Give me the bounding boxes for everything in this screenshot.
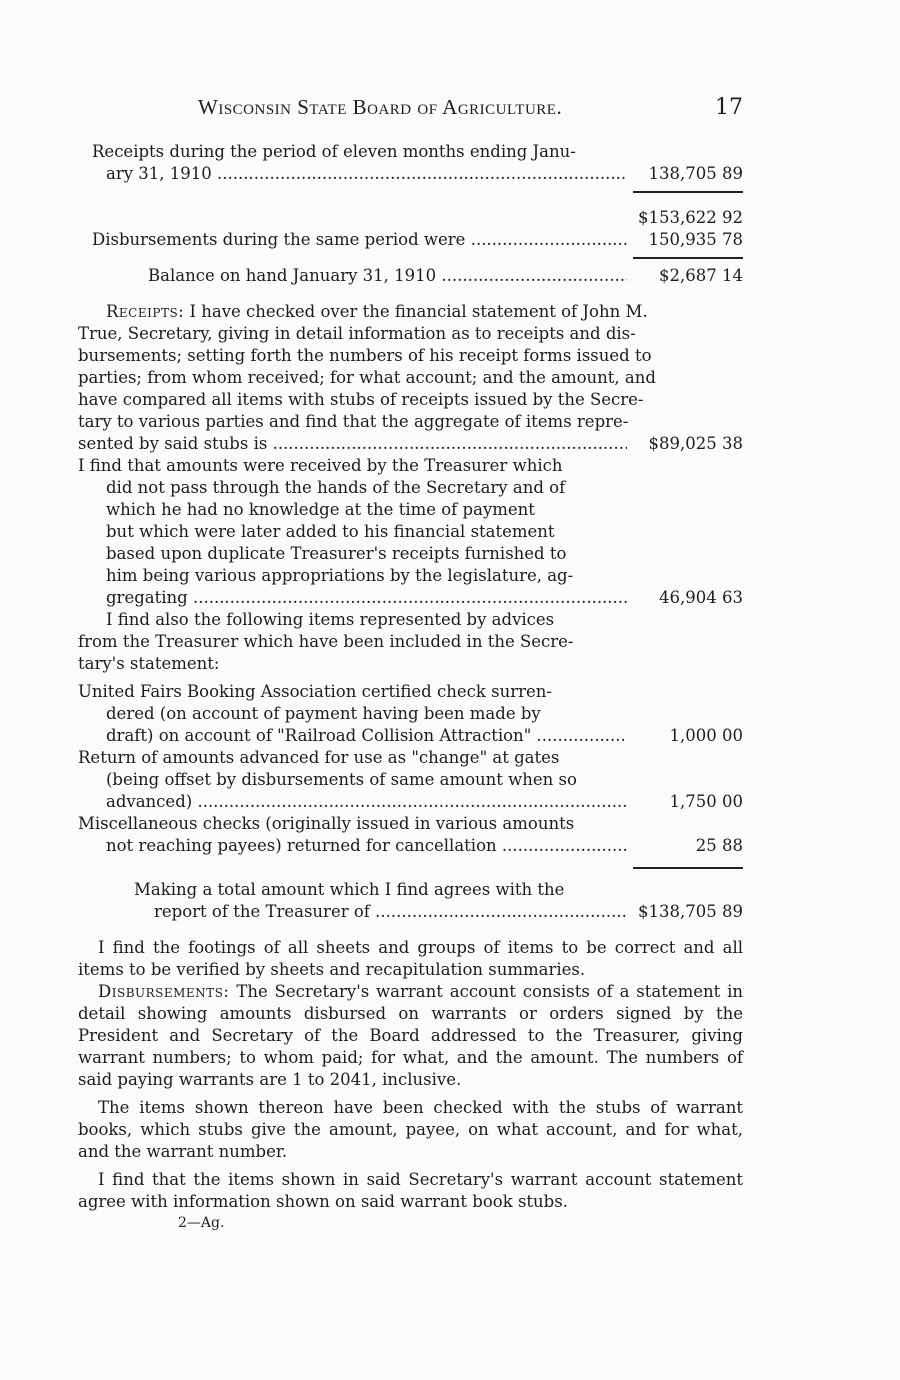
united-fairs-row: [78, 725, 743, 747]
disbursements-heading: Disbursements:: [98, 982, 230, 1001]
item5-line-1: (being offset by disbursements of same amount when so: [106, 770, 577, 789]
item3-line-2: tary's statement:: [78, 654, 220, 673]
item2-line-2: which he had no knowledge at the time of payment: [106, 500, 535, 519]
stubs-total-label: sented by said stubs is .....: [78, 433, 627, 455]
item4-line-1: dered (on account of payment having been made by: [106, 704, 541, 723]
signature-mark: 2—Ag.: [178, 1215, 225, 1231]
total-label: report of the Treasurer of .....: [154, 901, 627, 923]
receipts-para-line-0: I have checked over the financial statement of John M.: [189, 302, 648, 321]
misc-checks-label: not reaching payees) returned for cancellation .....: [106, 835, 627, 857]
receipts-para-line-2: bursements; setting forth the numbers of his receipt forms issued to: [78, 346, 652, 365]
disbursements-summary-row: [78, 229, 743, 251]
receipts-summary-label: ary 31, 1910 .....: [106, 163, 627, 185]
item3-line-1: from the Treasurer which have been included in the Secre-: [78, 632, 574, 651]
item2-line-4: based upon duplicate Treasurer's receipts furnished to: [106, 544, 567, 563]
running-header: [78, 95, 743, 135]
receipts-heading: Receipts:: [106, 302, 185, 321]
item4-line-0: United Fairs Booking Association certified check surren-: [78, 682, 552, 701]
disbursements-text: The Secretary's warrant account consists of a statement in detail showing amounts disbursed on warrants or orders signed by the President and Secretary of the Board addressed to the Treasurer, giving warrant numbers; to whom paid; for what, and the amount. The numbers of said paying warrants are 1 to 2041, inclusive.: [78, 982, 744, 1089]
receipts-paragraph-first-line: [78, 301, 743, 323]
balance-label: Balance on hand January 31, 1910 .....: [148, 265, 627, 287]
footings-paragraph: I find the footings of all sheets and groups of items to be correct and all items to be verified by sheets and recapitulation summaries.: [78, 938, 743, 979]
receipts-summary-amount: 138,705 89: [648, 164, 743, 183]
balance-amount: $2,687 14: [659, 266, 743, 285]
item2-line-3: but which were later added to his financial statement: [106, 522, 555, 541]
disbursements-paragraph: [78, 981, 743, 1091]
change-advances-label: advanced) .....: [106, 791, 627, 813]
appropriations-amount: 46,904 63: [659, 588, 743, 607]
receipts-para-line-3: parties; from whom received; for what account; and the amount, and: [78, 368, 656, 387]
document-page: [78, 95, 743, 1231]
advices-block: [78, 609, 633, 725]
united-fairs-amount: 1,000 00: [669, 726, 743, 745]
stubs-total-row: [78, 433, 743, 455]
receipts-para-line-4: have compared all items with stubs of receipts issued by the Secre-: [78, 390, 644, 409]
warrant-agree-paragraph: I find that the items shown in said Secretary's warrant account statement agree with information shown on said warrant book stubs.: [78, 1170, 743, 1211]
subtotal-amount: $153,622 92: [638, 208, 743, 227]
stubs-total-amount: $89,025 38: [648, 434, 743, 453]
header-title: Wisconsin State Board of Agriculture.: [198, 95, 563, 119]
receipts-summary-line1: Receipts during the period of eleven months ending Janu-: [92, 142, 576, 161]
item3-line-0: I find also the following items represented by advices: [106, 610, 555, 629]
item2-line-1: did not pass through the hands of the Secretary and of: [106, 478, 566, 497]
item6-line-0: Miscellaneous checks (originally issued in various amounts: [78, 814, 575, 833]
receipts-summary-row: [78, 163, 743, 185]
item5-line-0: Return of amounts advanced for use as "change" at gates: [78, 748, 560, 767]
disbursements-summary-label: Disbursements during the same period were .....: [92, 229, 627, 251]
appropriations-label: gregating .....: [106, 587, 627, 609]
total-row: [78, 901, 743, 923]
united-fairs-label: draft) on account of "Railroad Collision Attraction" .....: [106, 725, 627, 747]
treasurer-items-block: [78, 455, 633, 587]
item2-line-5: him being various appropriations by the legislature, ag-: [106, 566, 574, 585]
misc-checks-block: [78, 813, 633, 835]
change-advances-row: [78, 791, 743, 813]
balance-row: [78, 265, 743, 287]
change-advances-amount: 1,750 00: [669, 792, 743, 811]
appropriations-row: [78, 587, 743, 609]
misc-checks-amount: 25 88: [695, 836, 743, 855]
subtotal-row: [78, 207, 743, 229]
misc-checks-row: [78, 835, 743, 857]
page-number: 17: [715, 95, 743, 120]
change-advances-block: [78, 747, 633, 791]
total-amount: $138,705 89: [638, 902, 743, 921]
receipts-para-line-1: True, Secretary, giving in detail information as to receipts and dis-: [78, 324, 636, 343]
receipts-para-line-5: tary to various parties and find that the aggregate of items repre-: [78, 412, 629, 431]
stubs-check-paragraph: The items shown thereon have been checked with the stubs of warrant books, which stubs give the amount, payee, on what account, and for what, and the warrant number.: [78, 1098, 743, 1161]
disbursements-summary-amount: 150,935 78: [648, 230, 743, 249]
item2-line-0: I find that amounts were received by the Treasurer which: [78, 456, 563, 475]
total-line-1: Making a total amount which I find agrees with the: [134, 880, 565, 899]
